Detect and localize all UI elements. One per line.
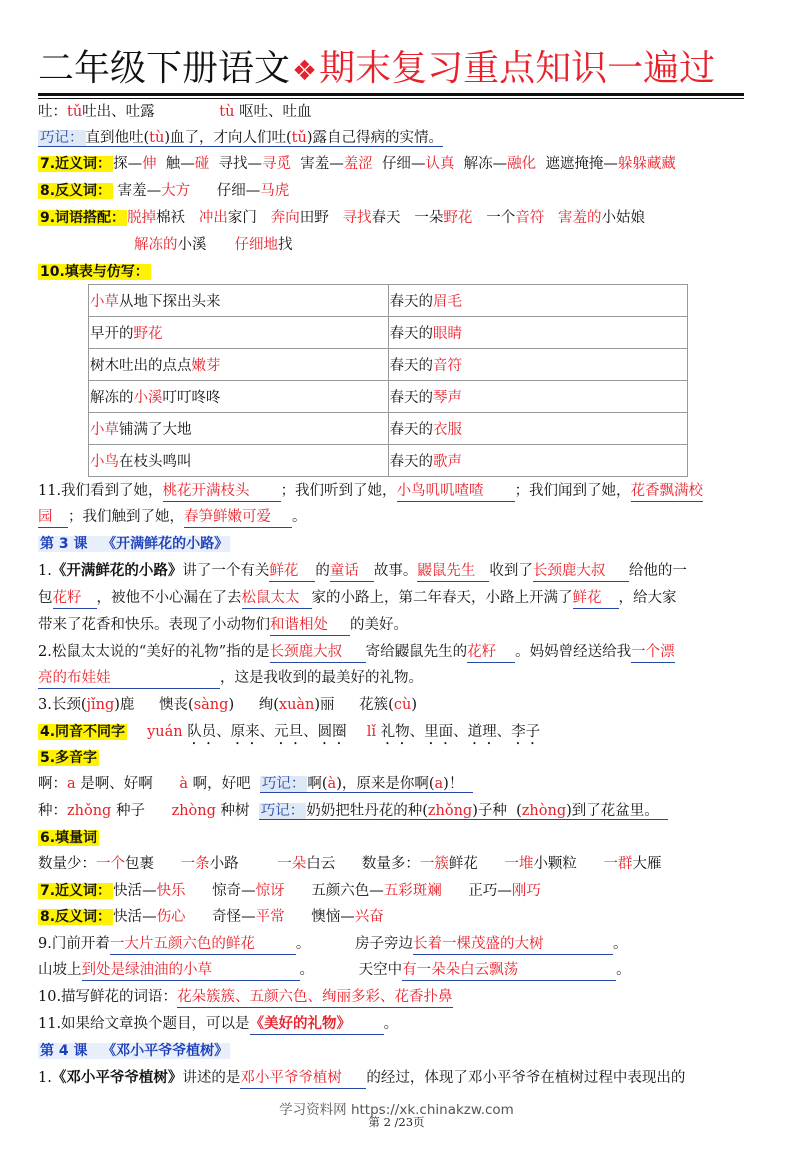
- table-row: 小草从地下探出头来 春天的眉毛: [89, 285, 688, 317]
- p1-line-1: 1.《开满鲜花的小路》讲了一个有关鲜花 的童话 故事。鼹鼠先生 收到了长颈鹿大叔 给他的一: [38, 560, 687, 582]
- p5-a-line: 啊：a 是啊、好啊 à 啊，好吧 巧记： 啊(à)，原来是你啊(a)！: [38, 773, 473, 795]
- p1-line-2: 包花籽 ，被他不小心漏在了去松鼠太太 家的小路上，第二年春天，小路上开满了鲜花 ，给大家: [38, 587, 677, 609]
- table-row: 早开的野花 春天的眼睛: [89, 317, 688, 349]
- tip-line-tu: 巧记： 直到他吐(tù)血了，才向人们吐(tǔ)露自己得病的实情。: [40, 130, 443, 146]
- p2-line-2: 亮的布娃娃 ，这是我收到的最美好的礼物。: [38, 667, 423, 689]
- p12-line: 1.《邓小平爷爷植树》讲述的是邓小平爷爷植树 的经过，体现了邓小平爷爷在植树过程中表现出的: [38, 1067, 685, 1089]
- p10-line: 10.描写鲜花的词语：花朵簇簇、五颜六色、绚丽多彩、花香扑鼻: [38, 986, 453, 1008]
- q11-line-2: 园 ；我们触到了她，春笋鲜嫩可爱 。: [38, 506, 307, 528]
- table-row: 小鸟在枝头鸣叫 春天的歌声: [89, 445, 688, 477]
- page-number: 第 2 /23页: [368, 1115, 425, 1129]
- p8-line: 8.反义词： 快活—伤心 奇怪—平常 懊恼—兴奋: [40, 909, 384, 925]
- collocation-line: 9.词语搭配： 脱掉棉袄 冲出家门 奔向田野 寻找春天 一朵野花 一个音符 害羞的小姑娘: [40, 210, 646, 226]
- p9-line-2: 山坡上到处是绿油油的小草 。 天空中有一朵朵白云飘荡 。: [38, 959, 631, 981]
- page-title: 二年级下册语文❖期末复习重点知识一遍过: [38, 48, 716, 89]
- lesson-3-heading: 第 3 课 《开满鲜花的小路》: [40, 536, 229, 552]
- p5-b-line: 种：zhǒng 种子 zhòng 种树 巧记： 奶奶把牡丹花的种(zhǒng)子种 (zhòng)到了花盆里。: [38, 800, 668, 822]
- collocation-line-2: 解冻的小溪 仔细地找: [134, 237, 293, 253]
- lesson-4-heading: 第 4 课 《邓小平爷爷植树》: [40, 1043, 229, 1059]
- footer-watermark: 学习资料网 https://xk.chinakzw.com: [279, 1102, 514, 1118]
- table-row: 树木吐出的点点嫩芽 春天的音符: [89, 349, 688, 381]
- p1-line-3: 带来了花香和快乐。表现了小动物们和谐相处 的美好。: [38, 614, 408, 636]
- p4-line: 4.同音不同字 yuán 队员、原来、元旦、圆圈 lǐ 礼物、里面、道理、李子: [40, 724, 541, 740]
- title-rule: [38, 93, 744, 96]
- p6-label: 6.填量词: [40, 830, 98, 846]
- table-row: 小草铺满了大地 春天的衣服: [89, 413, 688, 445]
- q11-line: 11.我们看到了她，桃花开满枝头 ；我们听到了她，小鸟叽叽喳喳 ；我们闻到了她，花香飘满校: [38, 480, 703, 502]
- fill-table: [88, 284, 688, 477]
- p3-line: 3.长颈(jǐng)鹿 懊丧(sàng) 绚(xuàn)丽 花簇(cù): [38, 697, 417, 713]
- p11-line: 11.如果给文章换个题目，可以是《美好的礼物》 。: [38, 1013, 398, 1035]
- pinyin-line-tu: 吐：tǔ吐出、吐露 tù 呕吐、吐血: [38, 104, 312, 120]
- diamond-icon: ❖: [292, 54, 318, 87]
- p9-line-1: 9.门前开着一大片五颜六色的鲜花 。 房子旁边长着一棵茂盛的大树 。: [38, 933, 627, 955]
- p7-line: 7.近义词： 快活—快乐 惊奇—惊讶 五颜六色—五彩斑斓 正巧—刚巧: [40, 883, 541, 899]
- title-rule-thin: [38, 98, 744, 99]
- p5-label: 5.多音字: [40, 750, 98, 766]
- table-row: 解冻的小溪叮叮咚咚 春天的琴声: [89, 381, 688, 413]
- p2-line-1: 2.松鼠太太说的“美好的礼物”指的是长颈鹿大叔 寄给鼹鼠先生的花籽 。妈妈曾经送给我一个漂: [38, 641, 675, 663]
- p6-a-line: 数量少：一个包裹 一条小路 一朵白云 数量多：一簇鲜花 一堆小颗粒 一群大雁: [38, 856, 662, 872]
- synonyms-line: 7.近义词： 探—伸 触—碰 寻找—寻觅 害羞—羞涩 仔细—认真 解冻—融化 遮遮掩掩—躲躲藏藏: [40, 156, 676, 172]
- antonyms-line: 8.反义词： 害羞—大方 仔细—马虎: [40, 183, 290, 199]
- table-section-label: 10.填表与仿写：: [40, 264, 149, 280]
